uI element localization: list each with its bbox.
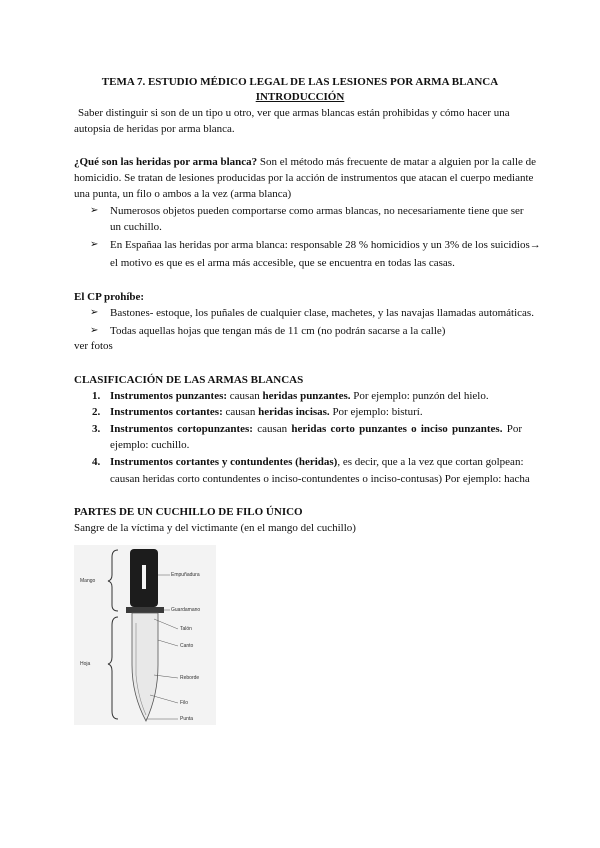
item-text: Por ejemplo: bisturí. bbox=[329, 406, 423, 418]
classification-item-3 bbox=[110, 422, 522, 436]
question-line-1 bbox=[74, 155, 536, 169]
cp-bullet-1: Bastones- estoque, los puñales de cualquier clase, machetes, y las navajas llamadas automáticas. bbox=[110, 307, 534, 319]
arrow-bullet-icon: ➢ bbox=[90, 205, 99, 216]
label-canto: Canto bbox=[180, 643, 194, 649]
label-reborde: Reborde bbox=[180, 675, 200, 681]
bullet-2-line-1: En Españaa las heridas por arma blanca: responsable 28 % homicidios y un 3% de los suicidios→ bbox=[110, 239, 541, 251]
intro-heading: INTRODUCCIÓN bbox=[255, 91, 345, 103]
item-term: Instrumentos cortantes: bbox=[110, 406, 223, 418]
label-filo: Filo bbox=[180, 700, 189, 706]
question-line-2: homicidio. Se tratan de lesiones producidas por la acción de instrumentos que atacan el cuerpo mediante bbox=[74, 172, 534, 184]
item-text: causan bbox=[222, 406, 259, 418]
item-text: , es decir, que a la vez que cortan golpean: bbox=[337, 456, 524, 468]
question-line-3: una punta, un filo o ambos a la vez (arma blanca) bbox=[74, 188, 292, 200]
intro-text-line-2: autopsia de heridas por arma blanca. bbox=[74, 123, 235, 135]
label-guardamano: Guardamano bbox=[171, 607, 201, 613]
bullet-1-line-2: un cuchillo. bbox=[110, 221, 162, 233]
classification-item-4-line-2: causan heridas corto contundentes o inciso-contundentes o inciso-contusas) Por ejemplo: hacha bbox=[110, 473, 530, 485]
item-number: 3. bbox=[92, 423, 101, 435]
arrow-bullet-icon: ➢ bbox=[90, 307, 99, 318]
item-term: heridas corto punzantes o inciso punzantes. bbox=[291, 423, 503, 435]
classification-item-1 bbox=[110, 389, 489, 403]
item-text: causan bbox=[227, 390, 263, 402]
arrow-bullet-icon: ➢ bbox=[90, 239, 99, 250]
label-hoja: Hoja bbox=[80, 661, 91, 667]
item-term: Instrumentos punzantes: bbox=[110, 390, 228, 402]
parts-text: Sangre de la víctima y del victimante (en el mango del cuchillo) bbox=[74, 522, 356, 534]
item-term: heridas punzantes. bbox=[262, 390, 351, 402]
item-term: Instrumentos cortopunzantes: bbox=[110, 423, 253, 435]
item-term: heridas incisas. bbox=[258, 406, 330, 418]
classification-item-4 bbox=[110, 455, 524, 469]
label-mango: Mango bbox=[80, 578, 96, 584]
bullet-2-line-2: el motivo es que es el arma más accesible, que se encuentra en todas las casas. bbox=[110, 257, 455, 269]
classification-item-3-line-2: ejemplo: cuchillo. bbox=[110, 439, 190, 451]
question-text: Son el método más frecuente de matar a alguien por la calle de bbox=[257, 156, 537, 168]
label-punta: Punta bbox=[180, 716, 194, 722]
parts-heading: PARTES DE UN CUCHILLO DE FILO ÚNICO bbox=[74, 506, 303, 518]
item-text: Por bbox=[502, 423, 522, 435]
classification-item-2 bbox=[110, 405, 423, 419]
label-talon: Talón bbox=[180, 626, 192, 632]
item-text: Por ejemplo: punzón del hielo. bbox=[350, 390, 489, 402]
item-number: 2. bbox=[92, 406, 101, 418]
cp-heading: El CP prohíbe: bbox=[74, 291, 145, 303]
arrow-bullet-icon: ➢ bbox=[90, 325, 99, 336]
ver-fotos: ver fotos bbox=[74, 340, 113, 352]
intro-text-line-1: Saber distinguir si son de un tipo u otro, ver que armas blancas están prohibidas y cómo hacer una bbox=[78, 107, 510, 119]
document-title: TEMA 7. ESTUDIO MÉDICO LEGAL DE LAS LESIONES POR ARMA BLANCA bbox=[101, 76, 499, 88]
cp-bullet-2: Todas aquellas hojas que tengan más de 11 cm (no podrán sacarse a la calle) bbox=[110, 325, 446, 337]
label-empunadura: Empuñadura bbox=[171, 572, 200, 578]
question-bold: ¿Qué son las heridas por arma blanca? bbox=[74, 156, 258, 168]
classification-heading: CLASIFICACIÓN DE LAS ARMAS BLANCAS bbox=[74, 374, 304, 386]
knife-diagram bbox=[74, 545, 216, 725]
item-number: 1. bbox=[92, 390, 101, 402]
item-term: Instrumentos cortantes y contundentes (heridas) bbox=[110, 456, 338, 468]
bullet-1-line-1: Numerosos objetos pueden comportarse como armas blancas, no necesariamente tiene que ser bbox=[110, 205, 524, 217]
item-number: 4. bbox=[92, 456, 101, 468]
item-text: causan bbox=[252, 423, 292, 435]
